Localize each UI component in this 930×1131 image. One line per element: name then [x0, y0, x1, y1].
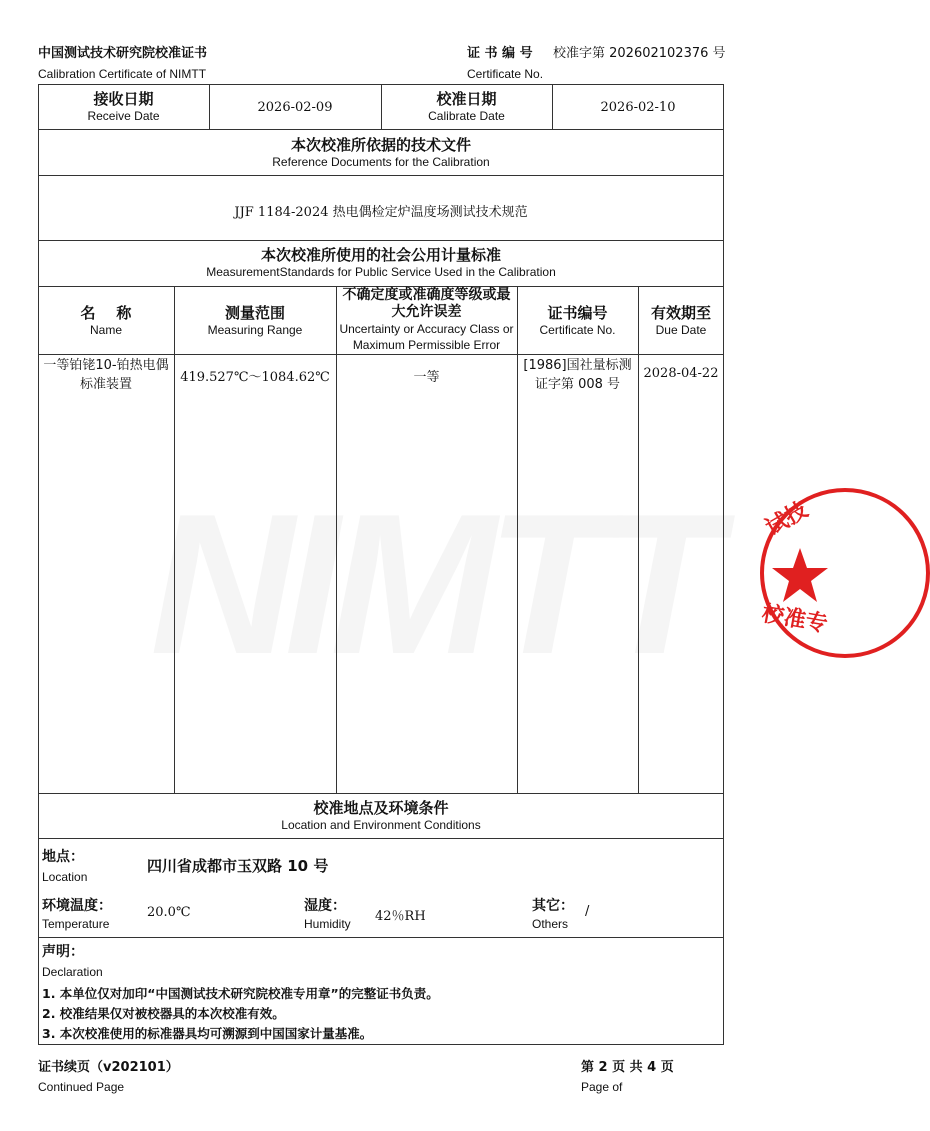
continued-page-label-en: Continued Page	[38, 1080, 125, 1094]
standard-name: 一等铂铑10-铂热电偶标准装置	[43, 358, 169, 392]
institute-name-en: Calibration Certificate of NIMTT	[38, 67, 207, 81]
certificate-frame	[38, 84, 724, 1045]
standard-range: 419.527℃～1084.62℃	[180, 370, 330, 385]
humidity-value: 42％RH	[375, 909, 426, 924]
page-number-en: Page of	[581, 1080, 623, 1094]
temperature-value: 20.0℃	[147, 905, 191, 920]
standard-cert-no: [1986]国社量标测证字第 008 号	[523, 358, 632, 392]
seal-text-top: 试技	[761, 497, 813, 542]
declaration-label: 声明： Declaration	[42, 944, 103, 979]
receive-date-value: 2026-02-09	[257, 100, 333, 115]
page-number: 第 2 页 共 4 页	[581, 1060, 674, 1075]
cert-no-value: 校准字第 202602102376 号	[553, 46, 726, 61]
cert-no-label-en: Certificate No.	[467, 67, 544, 81]
location-label: 地点： Location	[42, 849, 88, 884]
temperature-label: 环境温度： Temperature	[42, 898, 112, 931]
reference-title: 本次校准所依据的技术文件 Reference Documents for the Calibration	[272, 136, 490, 169]
declaration-item: 1. 本单位仅对加印“中国测试技术研究院校准专用章”的完整证书负责。	[42, 986, 439, 1001]
standard-due-date: 2028-04-22	[643, 366, 719, 381]
seal-text-bottom: 校准专	[759, 601, 830, 638]
calibrate-date-value: 2026-02-10	[600, 100, 676, 115]
continued-page-label: 证书续页（v202101）	[38, 1060, 179, 1075]
calibrate-date-label: 校准日期 Calibrate Date	[428, 90, 505, 123]
declaration-item: 2. 校准结果仅对被校器具的本次校准有效。	[42, 1006, 285, 1021]
institute-name-cn: 中国测试技术研究院校准证书	[38, 46, 208, 61]
col-header-cert: 证书编号 Certificate No.	[539, 304, 616, 337]
reference-document: JJF 1184-2024 热电偶检定炉温度场测试技术规范	[234, 205, 528, 220]
others-value: /	[585, 904, 590, 919]
humidity-label: 湿度： Humidity	[304, 898, 351, 931]
official-seal-stamp	[760, 488, 930, 658]
col-header-due: 有效期至 Due Date	[650, 304, 711, 337]
col-header-range: 测量范围 Measuring Range	[207, 304, 303, 337]
location-env-title: 校准地点及环境条件 Location and Environment Conditions	[281, 799, 481, 832]
standards-title: 本次校准所使用的社会公用计量标准 MeasurementStandards for Public Service Used in the Calibration	[206, 246, 556, 279]
receive-date-label: 接收日期 Receive Date	[87, 90, 160, 123]
declaration-item: 3. 本次校准使用的标准器具均可溯源到中国国家计量基准。	[42, 1026, 373, 1041]
others-label: 其它： Others	[532, 898, 574, 931]
col-header-name: 名 称 Name	[80, 304, 132, 337]
declaration-list	[42, 984, 439, 1044]
location-value: 四川省成都市玉双路 10 号	[147, 857, 329, 875]
standard-uncertainty: 一等	[413, 370, 440, 385]
col-header-uncertainty: 不确定度或准确度等级或最大允许误差 Uncertainty or Accuracy Class or Maximum Permissible Error	[339, 287, 514, 352]
seal-star-icon	[770, 546, 830, 606]
cert-no-label: 证 书 编 号	[467, 46, 533, 61]
